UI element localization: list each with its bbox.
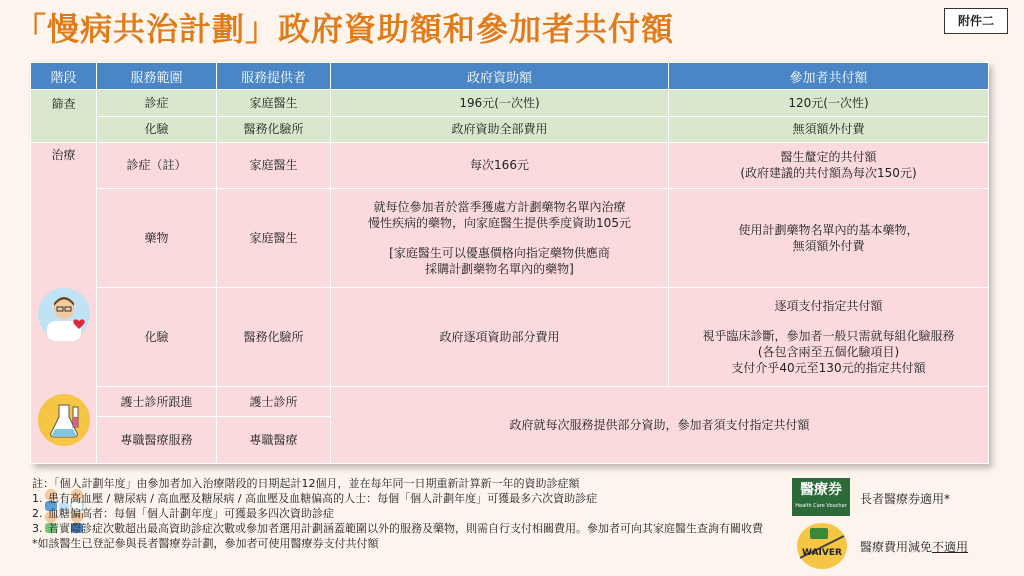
stage-treatment-label: 治療 — [51, 147, 76, 162]
voucher-logo-subtext: Health Care Voucher — [795, 503, 847, 509]
provider-cell: 家庭醫生 — [217, 90, 331, 116]
note-number: 3. — [32, 522, 43, 535]
note-text: 患有高血壓 / 糖尿病 / 高血壓及糖尿病 / 高血壓及血糖偏高的人士：每個「個人計劃年度」可獲最多六次資助診症 — [48, 492, 598, 505]
header-provider: 服務提供者 — [217, 63, 331, 90]
table-row — [31, 288, 989, 387]
copay-cell — [669, 142, 989, 188]
stage-treatment — [31, 142, 97, 463]
scope-cell: 專職醫療服務 — [97, 417, 217, 464]
annex-label: 附件二 — [944, 8, 1008, 34]
header-gov-subsidy: 政府資助額 — [331, 63, 669, 90]
gov-cell: 196元(一次性) — [331, 90, 669, 116]
note-main: 註：「個人計劃年度」由參加者加入治療階段的日期起計12個月，並在每年同一日期重新計算新一年的資助診症額 — [32, 477, 580, 490]
subsidy-table — [30, 62, 989, 464]
table-row — [31, 142, 989, 188]
lab-flask-icon — [37, 393, 91, 447]
copay-line: (各包含兩至五個化驗項目) — [757, 345, 900, 360]
gov-line: 慢性疾病的藥物，向家庭醫生提供季度資助105元 — [368, 216, 631, 231]
voucher-logo-text: 醫療券 — [800, 482, 842, 498]
note-number: 1. — [32, 492, 43, 505]
gov-cell: 政府逐項資助部分費用 — [331, 288, 669, 387]
scope-cell: 診症 — [97, 90, 217, 116]
provider-cell: 專職醫療 — [217, 417, 331, 464]
note-item — [32, 491, 772, 506]
table-row — [31, 90, 989, 116]
gov-cell: 每次166元 — [331, 142, 669, 188]
table-header-row — [31, 63, 989, 90]
header-stage: 階段 — [31, 63, 97, 90]
shared-subsidy-cell: 政府就每次服務提供部分資助，參加者須支付指定共付額 — [331, 387, 989, 464]
provider-cell: 醫務化驗所 — [217, 288, 331, 387]
subsidy-table-wrapper — [30, 62, 988, 464]
note-text: 若實際診症次數超出最高資助診症次數或參加者選用計劃涵蓋範圍以外的服務及藥物，則需自行支付相關費用。參加者可向其家庭醫生查詢有關收費 — [48, 522, 763, 535]
doctor-icon — [37, 287, 91, 341]
gov-line: 採購計劃藥物名單內的藥物] — [425, 262, 574, 277]
scope-cell: 化驗 — [97, 116, 217, 142]
scope-cell: 化驗 — [97, 288, 217, 387]
copay-line: 逐項支付指定共付額 — [774, 299, 883, 314]
header-scope: 服務範圍 — [97, 63, 217, 90]
provider-cell: 護士診所 — [217, 387, 331, 417]
note-item — [32, 506, 772, 521]
footnotes — [32, 476, 772, 551]
note-footer: *如該醫生已登記參與長者醫療券計劃，參加者可使用醫療券支付共付額 — [32, 537, 379, 550]
copay-cell: 無須額外付費 — [669, 116, 989, 142]
table-row — [31, 387, 989, 417]
provider-cell: 家庭醫生 — [217, 142, 331, 188]
voucher-label: 長者醫療券適用* — [860, 492, 951, 506]
table-row — [31, 189, 989, 288]
gov-line: [家庭醫生可以優惠價格向指定藥物供應商 — [389, 246, 610, 261]
waiver-label-pre: 醫療費用減免 — [860, 540, 933, 554]
health-voucher-logo — [792, 478, 850, 516]
copay-cell — [669, 189, 989, 288]
copay-cell: 120元(一次性) — [669, 90, 989, 116]
copay-line: 視乎臨床診斷，參加者一般只需就每組化驗服務 — [702, 329, 955, 344]
gov-cell: 政府資助全部費用 — [331, 116, 669, 142]
waiver-label-underlined: 不適用 — [932, 540, 969, 554]
provider-cell: 醫務化驗所 — [217, 116, 331, 142]
stage-screening: 篩查 — [31, 90, 97, 143]
note-number: 2. — [32, 507, 43, 520]
table-row — [31, 116, 989, 142]
copay-line: 支付介乎40元至130元的指定共付額 — [731, 361, 926, 376]
gov-line: 就每位參加者於當季獲處方計劃藥物名單內治療 — [373, 200, 626, 215]
scope-cell: 診症（註） — [97, 142, 217, 188]
waiver-icon — [796, 522, 848, 570]
copay-line: (政府建議的共付額為每次150元) — [740, 166, 917, 181]
note-item — [32, 521, 772, 536]
provider-cell: 家庭醫生 — [217, 189, 331, 288]
waiver-label — [860, 538, 968, 555]
copay-line: 醫生釐定的共付額 — [780, 150, 877, 165]
scope-cell: 藥物 — [97, 189, 217, 288]
page-title: 「慢病共治計劃」政府資助額和參加者共付額 — [14, 10, 675, 48]
gov-cell — [331, 189, 669, 288]
copay-line: 使用計劃藥物名單內的基本藥物， — [738, 223, 919, 238]
copay-cell — [669, 288, 989, 387]
copay-line: 無須額外付費 — [792, 239, 865, 254]
waiver-icon-text: WAIVER — [802, 548, 842, 558]
note-text: 血糖偏高者：每個「個人計劃年度」可獲最多四次資助診症 — [48, 507, 334, 520]
header-copayment: 參加者共付額 — [669, 63, 989, 90]
scope-cell: 護士診所跟進 — [97, 387, 217, 417]
